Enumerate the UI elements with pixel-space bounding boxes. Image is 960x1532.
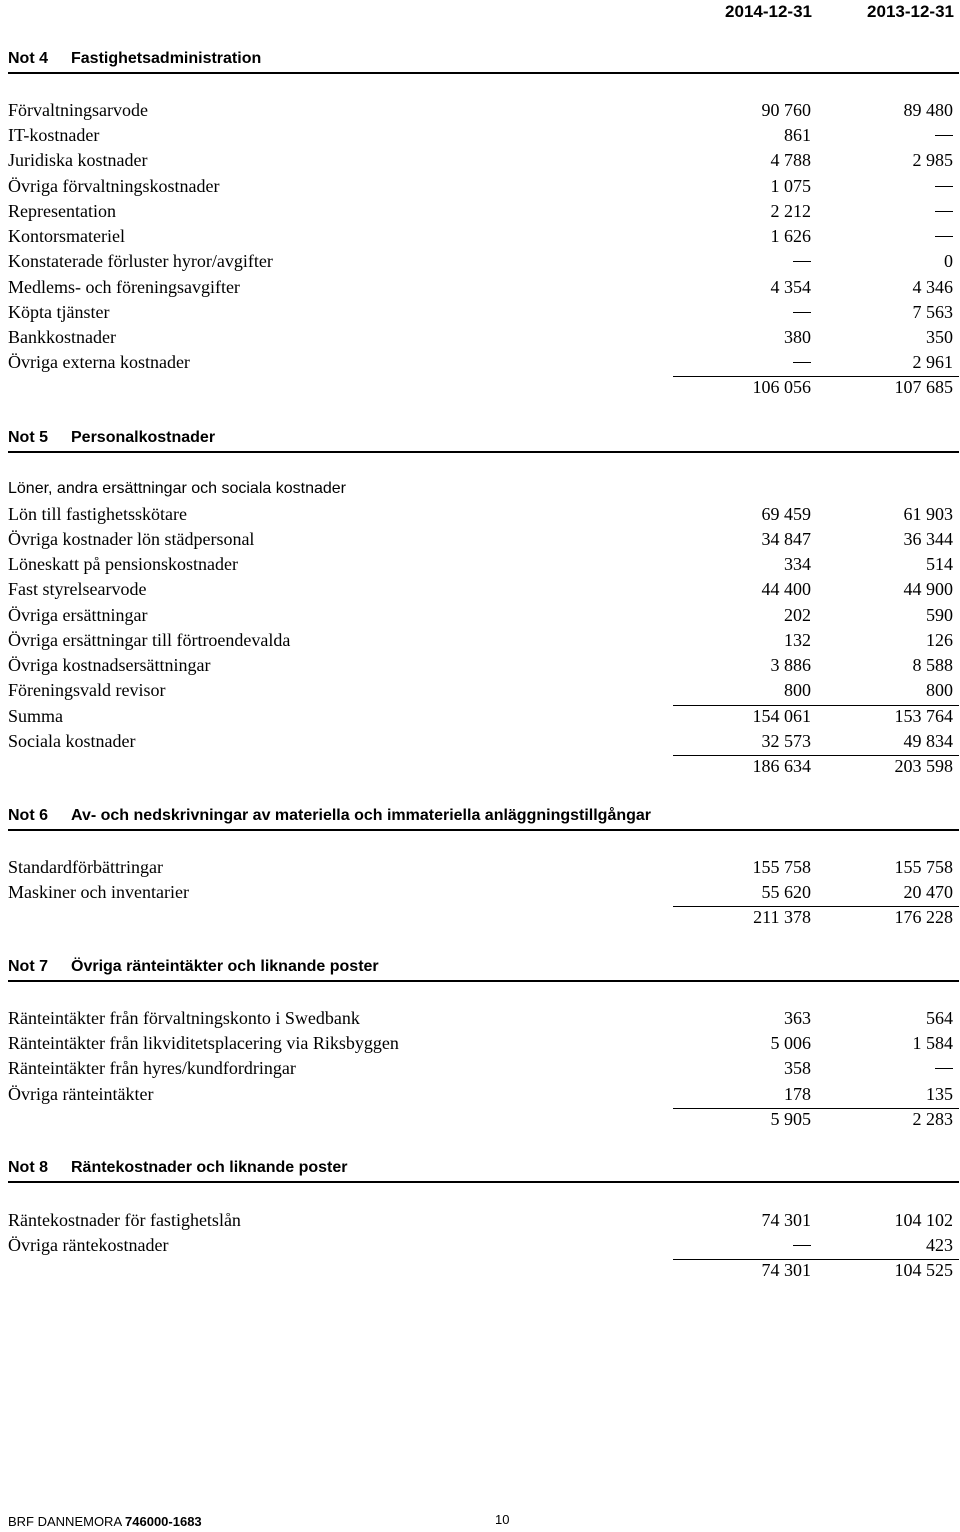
value-2014: 34 847: [761, 529, 811, 549]
total-2013: 104 525: [894, 1260, 953, 1280]
dash-mark: [793, 1245, 811, 1247]
note-number: Not 7: [8, 958, 48, 975]
org-name: BRF DANNEMORA: [8, 1514, 122, 1529]
row-label: Övriga kostnadsersättningar: [8, 655, 211, 675]
value-2013: 423: [926, 1235, 953, 1255]
value-2014: 32 573: [761, 731, 811, 751]
sociala-row: [8, 731, 959, 756]
note-4-heading: [8, 50, 959, 74]
value-2014: 2 212: [770, 201, 811, 221]
value-2014: 334: [784, 554, 811, 574]
note-title: Personalkostnader: [71, 429, 216, 446]
table-row: [8, 226, 959, 251]
value-2013: 564: [926, 1008, 953, 1028]
value-2014: [793, 352, 811, 373]
value-2013: [935, 125, 953, 146]
value-2013: 4 346: [912, 277, 953, 297]
table-row: [8, 882, 959, 907]
value-2013: 0: [944, 251, 953, 271]
table-row: [8, 150, 959, 175]
row-label: Lön till fastighetsskötare: [8, 504, 187, 524]
table-row: [8, 857, 959, 882]
value-2013: 8 588: [912, 655, 953, 675]
note-7-heading: [8, 958, 959, 982]
footer-org: [8, 1514, 202, 1529]
value-2013: 89 480: [903, 100, 953, 120]
value-2014: 358: [784, 1058, 811, 1078]
dash-mark: [935, 1068, 953, 1070]
table-row: [8, 655, 959, 680]
value-2013: [935, 201, 953, 222]
total-2013: 107 685: [894, 377, 953, 397]
value-2013: 126: [926, 630, 953, 650]
value-2014: 154 061: [752, 706, 811, 726]
row-label: Räntekostnader för fastighetslån: [8, 1210, 241, 1230]
value-2013: 44 900: [903, 579, 953, 599]
total-2014: 106 056: [752, 377, 811, 397]
value-2013: 1 584: [912, 1033, 953, 1053]
value-2013: [935, 1058, 953, 1079]
row-label: Kontorsmateriel: [8, 226, 125, 246]
dash-mark: [793, 312, 811, 314]
table-row: [8, 1008, 959, 1033]
table-row: [8, 251, 959, 276]
table-row: [8, 302, 959, 327]
subheading: [8, 480, 959, 505]
total-2013: 2 283: [912, 1109, 953, 1129]
table-row: [8, 176, 959, 201]
value-2014: 74 301: [761, 1210, 811, 1230]
row-label: Övriga ersättningar: [8, 605, 148, 625]
row-label: Ränteintäkter från hyres/kundfordringar: [8, 1058, 296, 1078]
value-2013: 153 764: [894, 706, 953, 726]
row-label: Köpta tjänster: [8, 302, 110, 322]
row-label: Löneskatt på pensionskostnader: [8, 554, 238, 574]
table-row: [8, 1058, 959, 1083]
total-2013: 176 228: [894, 907, 953, 927]
row-label: Fast styrelsearvode: [8, 579, 147, 599]
value-2013: 7 563: [912, 302, 953, 322]
total-2014: 5 905: [770, 1109, 811, 1129]
total-2013: 203 598: [894, 756, 953, 776]
table-row: [8, 1084, 959, 1109]
value-2013: 350: [926, 327, 953, 347]
row-label: Representation: [8, 201, 116, 221]
table-row: [8, 1235, 959, 1260]
value-2013: 2 985: [912, 150, 953, 170]
table-row: [8, 605, 959, 630]
row-label: Juridiska kostnader: [8, 150, 148, 170]
row-label: Konstaterade förluster hyror/avgifter: [8, 251, 273, 271]
table-row: [8, 277, 959, 302]
dash-mark: [935, 186, 953, 188]
value-2014: 155 758: [752, 857, 811, 877]
row-label: Övriga räntekostnader: [8, 1235, 169, 1255]
value-2014: 363: [784, 1008, 811, 1028]
row-label: Förvaltningsarvode: [8, 100, 148, 120]
note-number: Not 4: [8, 50, 48, 67]
value-2013: 590: [926, 605, 953, 625]
note-title: Av- och nedskrivningar av materiella och immateriella anläggningstillgångar: [71, 807, 652, 824]
row-label: Medlems- och föreningsavgifter: [8, 277, 240, 297]
note-title: Fastighetsadministration: [71, 50, 262, 67]
value-2013: 2 961: [912, 352, 953, 372]
table-row: [8, 680, 959, 705]
row-label: Övriga förvaltningskostnader: [8, 176, 220, 196]
value-2013: 20 470: [903, 882, 953, 902]
total-row: [8, 1260, 959, 1285]
note-title: Övriga ränteintäkter och liknande poster: [71, 958, 379, 975]
value-2014: 1 075: [770, 176, 811, 196]
value-2013: [935, 176, 953, 197]
value-2014: 178: [784, 1084, 811, 1104]
column-header-2013: 2013-12-31: [867, 2, 954, 21]
value-2013: 155 758: [894, 857, 953, 877]
note-number: Not 6: [8, 807, 48, 824]
org-number: 746000-1683: [125, 1514, 202, 1529]
table-row: [8, 327, 959, 352]
row-label: Övriga kostnader lön städpersonal: [8, 529, 255, 549]
table-row: [8, 504, 959, 529]
note-title: Räntekostnader och liknande poster: [71, 1159, 348, 1176]
row-label: Ränteintäkter från förvaltningskonto i Swedbank: [8, 1008, 360, 1028]
page-number: 10: [495, 1512, 510, 1527]
value-2014: 1 626: [770, 226, 811, 246]
value-2014: 800: [784, 680, 811, 700]
dash-mark: [793, 261, 811, 263]
value-2014: 3 886: [770, 655, 811, 675]
value-2013: 61 903: [903, 504, 953, 524]
row-label: Övriga ränteintäkter: [8, 1084, 154, 1104]
row-label: Maskiner och inventarier: [8, 882, 189, 902]
summa-row: [8, 706, 959, 731]
value-2014: 55 620: [761, 882, 811, 902]
note-number: Not 5: [8, 429, 48, 446]
total-2014: 186 634: [752, 756, 811, 776]
row-label: Föreningsvald revisor: [8, 680, 166, 700]
subheading-text: Löner, andra ersättningar och sociala kostnader: [8, 480, 346, 497]
table-row: [8, 529, 959, 554]
value-2013: 800: [926, 680, 953, 700]
total-row: [8, 907, 959, 932]
table-row: [8, 100, 959, 125]
row-label: Bankkostnader: [8, 327, 116, 347]
table-row: [8, 352, 959, 377]
value-2013: 514: [926, 554, 953, 574]
row-label: IT-kostnader: [8, 125, 100, 145]
note-number: Not 8: [8, 1159, 48, 1176]
table-row: [8, 579, 959, 604]
row-label: Sociala kostnader: [8, 731, 136, 751]
note-6-heading: [8, 807, 959, 831]
total-row: [8, 1109, 959, 1134]
table-row: [8, 125, 959, 150]
value-2014: 132: [784, 630, 811, 650]
total-row: [8, 377, 959, 402]
value-2013: 49 834: [903, 731, 953, 751]
total-2014: 211 378: [753, 907, 811, 927]
value-2014: 202: [784, 605, 811, 625]
table-row: [8, 554, 959, 579]
value-2014: [793, 302, 811, 323]
dash-mark: [935, 211, 953, 213]
note-8-heading: [8, 1159, 959, 1183]
table-row: [8, 1033, 959, 1058]
value-2014: 90 760: [761, 100, 811, 120]
row-label: Standardförbättringar: [8, 857, 163, 877]
value-2013: 36 344: [903, 529, 953, 549]
value-2013: 135: [926, 1084, 953, 1104]
value-2014: 69 459: [761, 504, 811, 524]
value-2014: 380: [784, 327, 811, 347]
value-2014: 4 354: [770, 277, 811, 297]
total-row: [8, 756, 959, 781]
value-2014: 5 006: [770, 1033, 811, 1053]
table-row: [8, 1210, 959, 1235]
dash-mark: [935, 236, 953, 238]
value-2014: 861: [784, 125, 811, 145]
value-2013: [935, 226, 953, 247]
note-5-heading: [8, 429, 959, 453]
value-2013: 104 102: [894, 1210, 953, 1230]
column-header-2014: 2014-12-31: [725, 2, 812, 21]
table-row: [8, 201, 959, 226]
row-label: Övriga externa kostnader: [8, 352, 190, 372]
table-row: [8, 630, 959, 655]
total-2014: 74 301: [761, 1260, 811, 1280]
value-2014: [793, 251, 811, 272]
row-label: Summa: [8, 706, 64, 726]
value-2014: 4 788: [770, 150, 811, 170]
value-2014: [793, 1235, 811, 1256]
value-2014: 44 400: [761, 579, 811, 599]
dash-mark: [793, 362, 811, 364]
row-label: Ränteintäkter från likviditetsplacering via Riksbyggen: [8, 1033, 399, 1053]
dash-mark: [935, 135, 953, 137]
row-label: Övriga ersättningar till förtroendevalda: [8, 630, 291, 650]
